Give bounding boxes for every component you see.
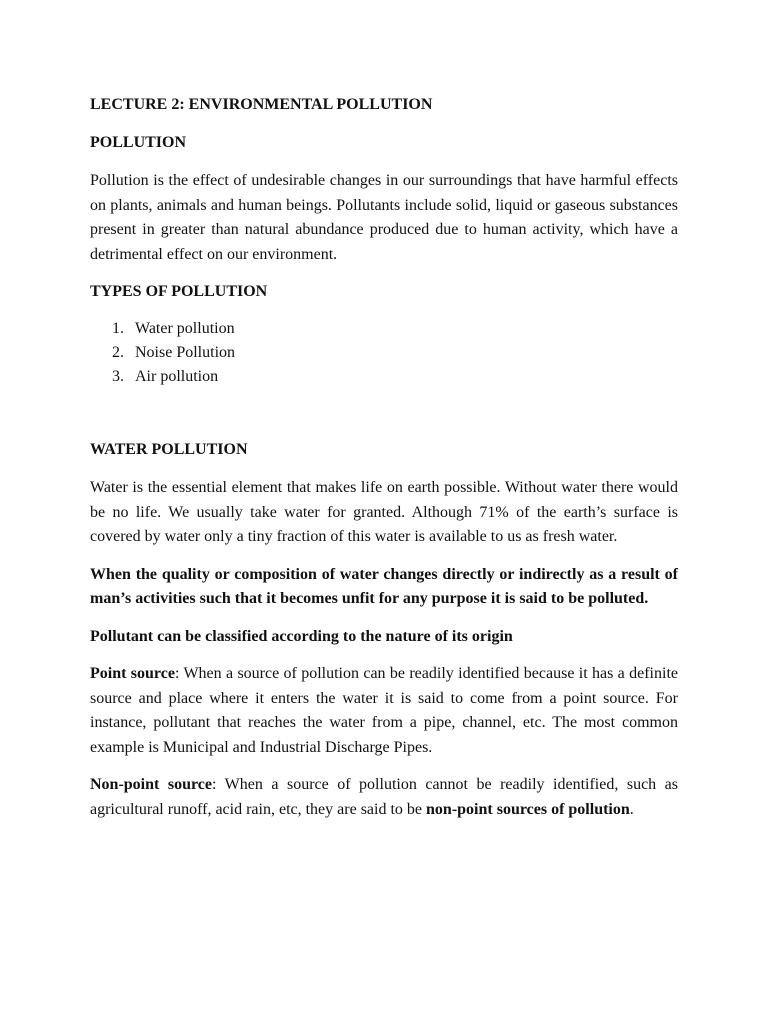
- point-source-text: : When a source of pollution can be readily identified because it has a definite source and place where it enters the water it is said to come from a point source. For instance, pollutant that reaches the water from a pipe, channel, etc. The most common example is Municipal and Industrial Discharge Pipes.: [90, 665, 678, 756]
- list-item: [112, 317, 678, 341]
- list-item-number: 3.: [112, 368, 124, 385]
- pollution-paragraph: Pollution is the effect of undesirable changes in our surroundings that have harmful effects on plants, animals and human beings. Pollutants include solid, liquid or gaseous substances present in greater than natural abundance produced due to human activity, which have a detrimental effect on our environment.: [90, 172, 678, 263]
- non-point-source-term-2: non-point sources of pollution: [426, 800, 630, 818]
- list-item-number: 2.: [112, 344, 124, 361]
- list-item-number: 1.: [112, 320, 124, 337]
- list-item-label: Noise Pollution: [135, 344, 236, 361]
- water-paragraph: Water is the essential element that makes life on earth possible. Without water there would be no life. We usually take water for granted. Although 71% of the earth’s surface is covered by water only a tiny fraction of this water is available to us as fresh water.: [90, 479, 678, 545]
- water-definition: When the quality or composition of water changes directly or indirectly as a result of man’s activities such that it becomes unfit for any purpose it is said to be polluted.: [90, 565, 678, 607]
- non-point-source-text: : When a source of pollution cannot be readily identified, such as agricultural runoff, acid rain, etc, they are said to be: [90, 776, 678, 818]
- document-page: [90, 93, 678, 822]
- list-item-label: Air pollution: [135, 368, 219, 385]
- pollution-heading: POLLUTION: [90, 134, 187, 151]
- non-point-source-paragraph: [90, 773, 678, 822]
- point-source-term: Point source: [90, 665, 175, 682]
- types-list: [90, 317, 678, 389]
- list-item: [112, 365, 678, 389]
- classification-line: Pollutant can be classified according to the nature of its origin: [90, 627, 513, 645]
- non-point-source-term: Non-point source: [90, 776, 212, 793]
- point-source-paragraph: [90, 662, 678, 760]
- lecture-title: LECTURE 2: ENVIRONMENTAL POLLUTION: [90, 96, 433, 113]
- list-item: [112, 341, 678, 365]
- types-heading: TYPES OF POLLUTION: [90, 283, 268, 300]
- non-point-source-end: .: [629, 800, 634, 818]
- list-item-label: Water pollution: [135, 320, 235, 337]
- water-pollution-heading: WATER POLLUTION: [90, 441, 248, 458]
